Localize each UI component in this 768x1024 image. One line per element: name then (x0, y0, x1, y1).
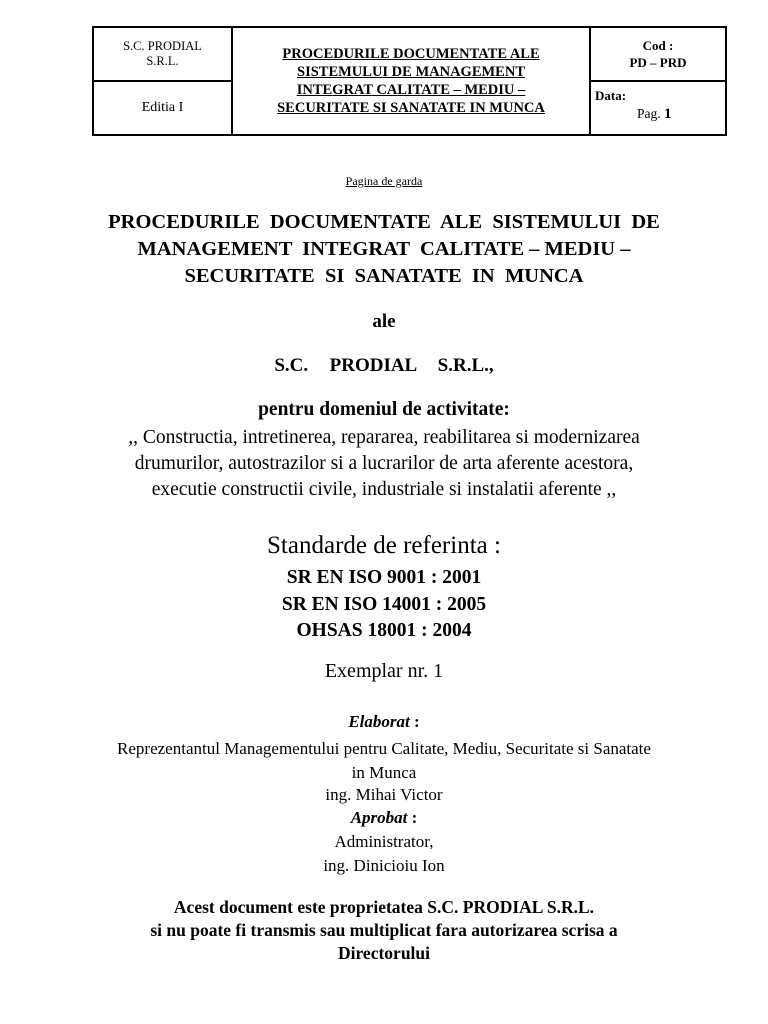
aprobat-label: Aprobat (350, 808, 408, 827)
elaborat-colon: : (409, 712, 420, 731)
header-title-line: PROCEDURILE DOCUMENTATE ALE (282, 46, 540, 62)
header-edition-cell (93, 81, 232, 135)
activity-line: ,, Constructia, intretinerea, repararea, reabilitarea si modernizarea (128, 427, 640, 448)
aprobat-heading (0, 808, 768, 828)
main-title-line: PROCEDURILE DOCUMENTATE ALE SISTEMULUI DE (108, 211, 660, 233)
standard-item: SR EN ISO 14001 : 2005 (281, 594, 487, 615)
ale-text: ale (372, 311, 396, 332)
header-code-label: Cod : (642, 38, 674, 53)
header-title-line: INTEGRAT CALITATE – MEDIU – (296, 82, 526, 98)
notice-line: Directorului (337, 943, 431, 963)
activity-description (60, 425, 708, 503)
company-name: S.C. PRODIAL S.R.L., (274, 355, 494, 376)
aprobat-name: ing. Dinicioiu Ion (323, 856, 445, 875)
activity-line: executie constructii civile, industriale si instalatii aferente ,, (151, 479, 617, 500)
header-company-line2: S.R.L. (146, 54, 179, 68)
standard-item: OHSAS 18001 : 2004 (296, 620, 472, 641)
header-code-cell (590, 27, 726, 81)
elaborat-name: ing. Mihai Victor (325, 785, 443, 804)
main-title-line: MANAGEMENT INTEGRAT CALITATE – MEDIU – (137, 238, 631, 260)
elaborat-role (84, 737, 684, 785)
notice-line: Acest document este proprietatea S.C. PRODIAL S.R.L. (173, 897, 595, 917)
header-page-info (637, 106, 672, 123)
elaborat-role-line: in Munca (351, 763, 417, 782)
ownership-notice (84, 896, 684, 965)
main-title (84, 209, 684, 290)
header-date-label: Data: (595, 88, 627, 103)
elaborat-role-line: Reprezentantul Managementului pentru Calitate, Mediu, Securitate si Sanatate (117, 739, 651, 758)
standards-title: Standarde de referinta : (267, 532, 501, 559)
header-date-cell (590, 81, 726, 135)
aprobat-role: Administrator, (334, 832, 434, 851)
header-code-value: PD – PRD (629, 55, 687, 70)
header-title-line: SISTEMULUI DE MANAGEMENT (297, 64, 525, 80)
elaborat-label: Elaborat (348, 712, 410, 731)
cover-page-label: Pagina de garda (345, 174, 423, 188)
main-title-line: SECURITATE SI SANATATE IN MUNCA (184, 265, 584, 287)
header-company-cell (93, 27, 232, 81)
header-edition: Editia I (141, 100, 184, 115)
header-company-line1: S.C. PRODIAL (123, 39, 202, 53)
header-page-number: 1 (664, 106, 672, 122)
header-title-line: SECURITATE SI SANATATE IN MUNCA (277, 100, 545, 116)
document-header-table (92, 26, 727, 136)
activity-domain-label: pentru domeniul de activitate: (258, 399, 510, 420)
exemplar-number: Exemplar nr. 1 (324, 660, 444, 682)
standard-item: SR EN ISO 9001 : 2001 (286, 567, 482, 588)
notice-line: si nu poate fi transmis sau multiplicat fara autorizarea scrisa a (150, 920, 618, 940)
aprobat-colon: : (407, 808, 418, 827)
elaborat-heading (0, 712, 768, 732)
header-page-label: Pag. (637, 106, 661, 121)
header-title-cell (232, 27, 590, 135)
activity-line: drumurilor, autostrazilor si a lucrarilor de arta aferente acestora, (134, 453, 634, 474)
